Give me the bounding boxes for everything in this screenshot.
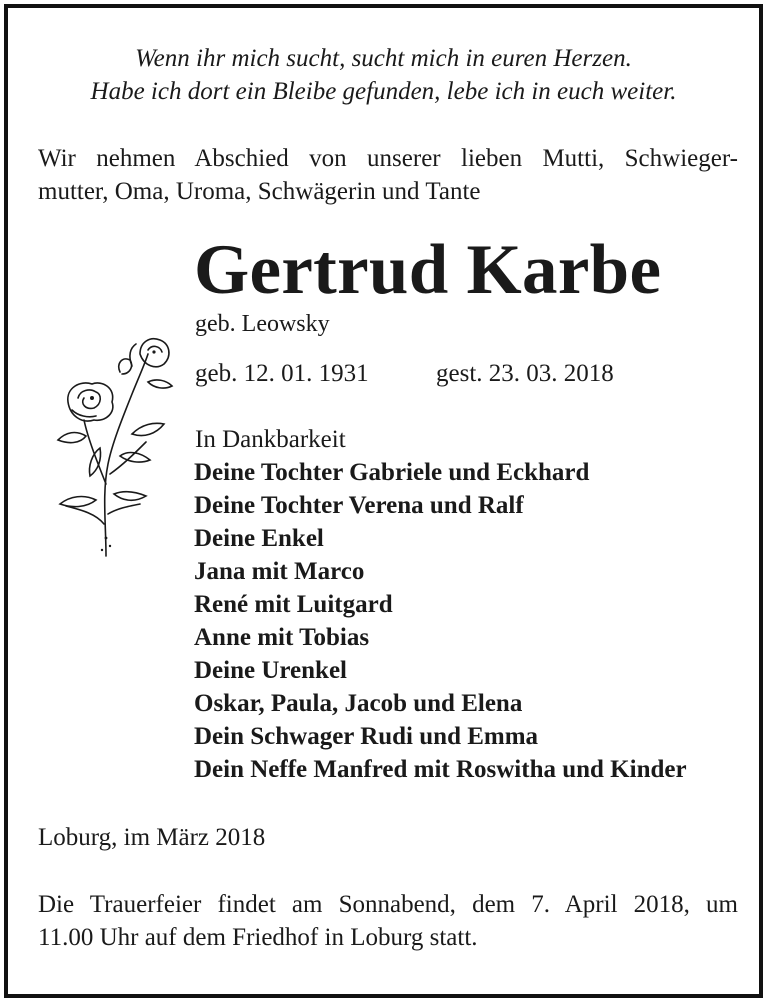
mourner-line: Anne mit Tobias xyxy=(194,624,370,651)
maiden-name: geb. Leowsky xyxy=(195,311,330,337)
mourner-line: Dein Neffe Manfred mit Roswitha und Kinder xyxy=(194,756,687,783)
mourner-line: Jana mit Marco xyxy=(194,558,365,585)
motto-line-1: Wenn ihr mich sucht, sucht mich in euren Herzen. xyxy=(135,45,632,72)
mourner-line: Dein Schwager Rudi und Emma xyxy=(194,723,539,750)
death-date: gest. 23. 03. 2018 xyxy=(436,360,614,387)
mourner-line: Deine Tochter Verena und Ralf xyxy=(194,492,524,519)
funeral-line-2: 11.00 Uhr auf dem Friedhof in Loburg statt. xyxy=(38,924,478,951)
mourner-line: Deine Enkel xyxy=(194,525,324,552)
intro-line-2: mutter, Oma, Uroma, Schwägerin und Tante xyxy=(38,178,481,205)
rose-flower-icon xyxy=(36,324,176,559)
mourner-line: Deine Urenkel xyxy=(194,657,347,684)
obituary-card xyxy=(4,4,763,998)
mourner-line: René mit Luitgard xyxy=(194,591,393,618)
deceased-name: Gertrud Karbe xyxy=(194,231,662,309)
gratitude-label: In Dankbarkeit xyxy=(195,426,346,453)
mourner-line: Oskar, Paula, Jacob und Elena xyxy=(194,690,523,717)
funeral-line-1: Die Trauerfeier findet am Sonnabend, dem 7. April 2018, um xyxy=(38,891,738,918)
mourner-line: Deine Tochter Gabriele und Eckhard xyxy=(194,459,590,486)
intro-line-1: Wir nehmen Abschied von unserer lieben Mutti, Schwieger- xyxy=(38,145,738,172)
birth-date: geb. 12. 01. 1931 xyxy=(195,360,369,387)
place-date: Loburg, im März 2018 xyxy=(38,824,266,851)
motto-line-2: Habe ich dort ein Bleibe gefunden, lebe ich in euch weiter. xyxy=(90,78,677,105)
